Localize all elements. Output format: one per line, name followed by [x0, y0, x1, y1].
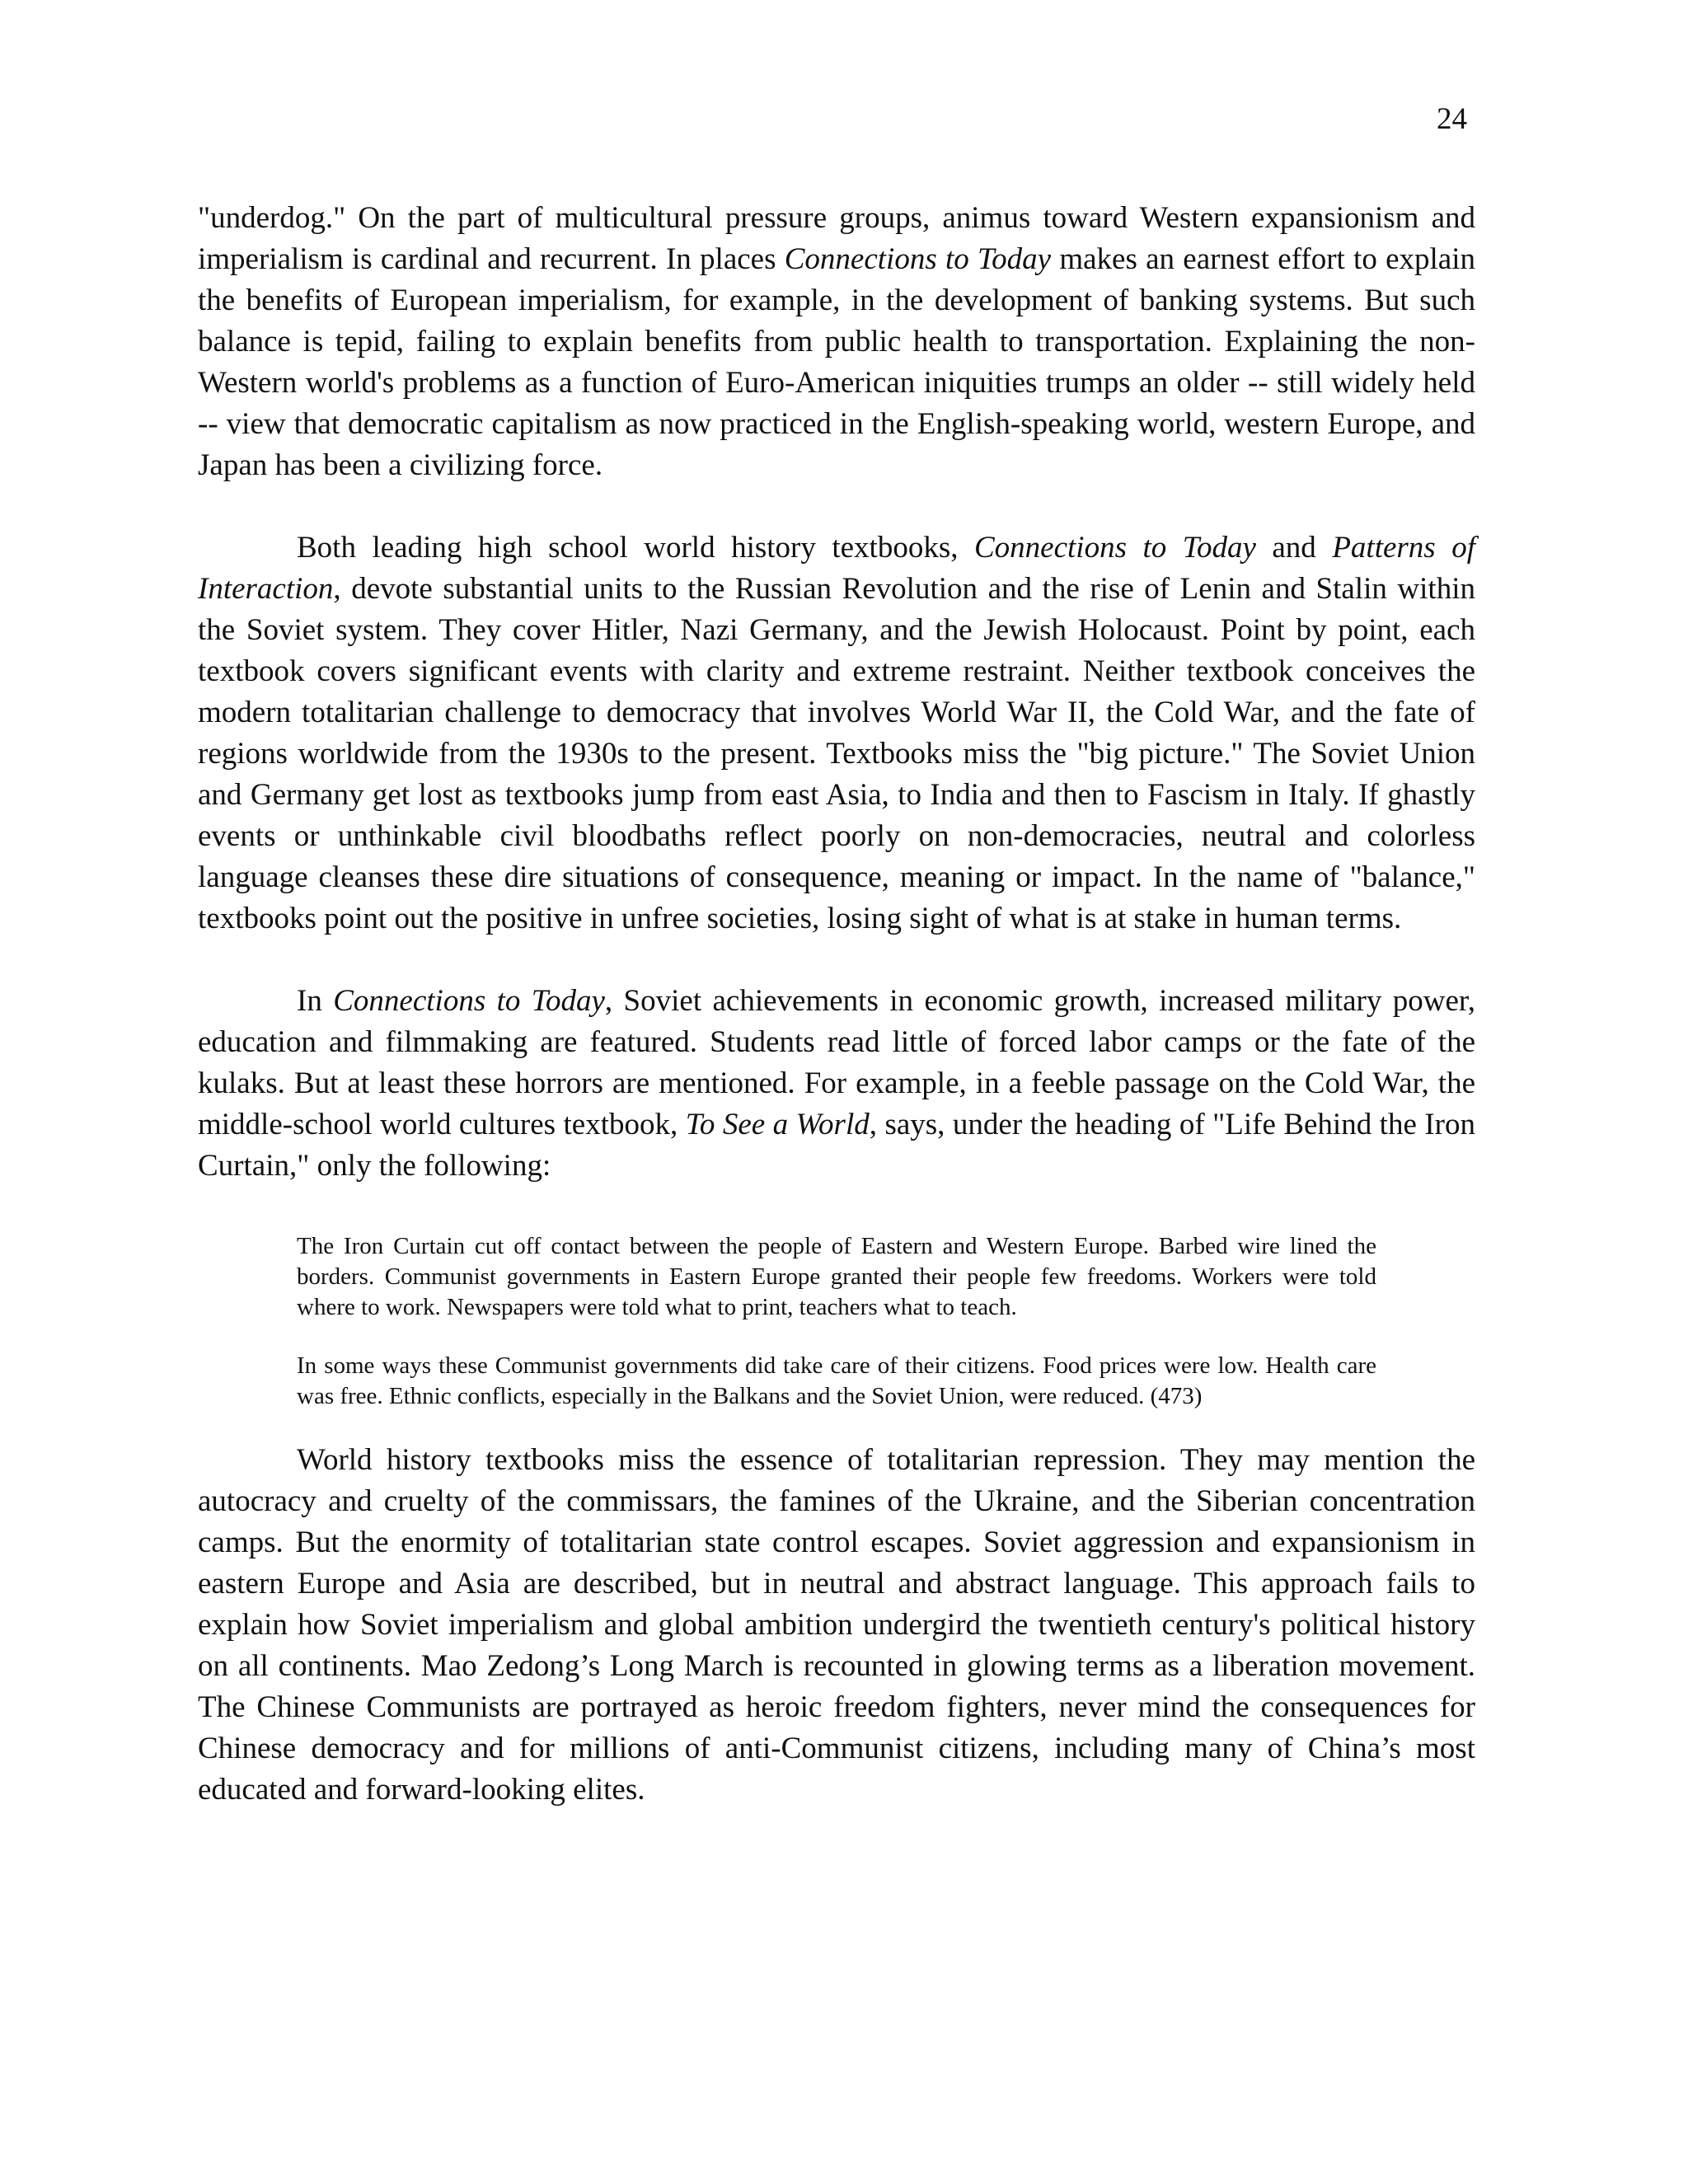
- paragraph-2: [198, 527, 1475, 940]
- block-quote: [297, 1231, 1376, 1412]
- body-text: [198, 198, 1475, 1811]
- paragraph-2-text-b: and: [1255, 531, 1333, 565]
- paragraph-3: [198, 981, 1475, 1187]
- paragraph-4: [198, 1440, 1475, 1811]
- paragraph-3-text-a: In: [297, 984, 334, 1018]
- paragraph-1-text-a: "underdog." On the part of multicultural pressure groups, animus toward Western expansionism and imperialism is cardinal and recurrent. In places: [198, 201, 1475, 276]
- page-number: 24: [1437, 102, 1467, 136]
- paragraph-4-text-a: World history textbooks miss the essence of totalitarian repression. They may mention the autocracy and cruelty of the commissars, the famines of the Ukraine, and the Siberian concentration camps. But the enormity of totalitarian state control escapes. Soviet aggression and expansionism in eastern Europe and Asia are described, but in neutral and abstract language. This approach fails to explain how Soviet imperialism and global ambition undergird the twentieth century's political history on all continents. Mao Zedong’s Long March is recounted in glowing terms as a liberation movement. The Chinese Communists are portrayed as heroic freedom fighters, never mind the consequences for Chinese democracy and for millions of anti-Communist citizens, including many of China’s most educated and forward-looking elites.: [198, 1443, 1475, 1807]
- book-title-patterns-of-interaction: Patterns of Interaction: [198, 531, 1475, 606]
- block-quote-paragraph-2: In some ways these Communist governments did take care of their citizens. Food prices were low. Health care was free. Ethnic conflicts, especially in the Balkans and the Soviet Union, were reduced. (473): [297, 1352, 1376, 1409]
- book-title-connections-to-today: Connections to Today: [784, 242, 1052, 276]
- book-title-to-see-a-world: To See a World: [685, 1108, 870, 1141]
- paragraph-3-text-c: , says, under the heading of "Life Behind the Iron Curtain," only the following:: [198, 1108, 1475, 1183]
- book-title-connections-to-today: Connections to Today: [333, 984, 605, 1018]
- paragraph-1: [198, 198, 1475, 486]
- book-title-connections-to-today: Connections to Today: [974, 531, 1256, 565]
- paragraph-3-text-b: , Soviet achievements in economic growth, increased military power, education and filmmaking are featured. Students read little of forced labor camps or the fate of the kulaks. But at least these horrors are mentioned. For example, in a feeble passage on the Cold War, the middle-school world cultures textbook,: [198, 984, 1476, 1141]
- block-quote-paragraph-1: The Iron Curtain cut off contact between the people of Eastern and Western Europe. Barbed wire lined the borders. Communist governments in Eastern Europe granted their people few freedoms. Workers were told where to work. Newspapers were told what to print, teachers what to teach.: [297, 1233, 1376, 1320]
- paragraph-1-text-b: makes an earnest effort to explain the benefits of European imperialism, for example, in the development of banking systems. But such balance is tepid, failing to explain benefits from public health to transportation. Explaining the non-Western world's problems as a function of Euro-American iniquities trumps an older -- still widely held -- view that democratic capitalism as now practiced in the English-speaking world, western Europe, and Japan has been a civilizing force.: [198, 242, 1475, 482]
- paragraph-2-text-a: Both leading high school world history textbooks,: [297, 531, 974, 565]
- paragraph-2-text-c: , devote substantial units to the Russian Revolution and the rise of Lenin and Stalin within the Soviet system. They cover Hitler, Nazi Germany, and the Jewish Holocaust. Point by point, each textbook covers significant events with clarity and extreme restraint. Neither textbook conceives the modern totalitarian challenge to democracy that involves World War II, the Cold War, and the fate of regions worldwide from the 1930s to the present. Textbooks miss the "big picture." The Soviet Union and Germany get lost as textbooks jump from east Asia, to India and then to Fascism in Italy. If ghastly events or unthinkable civil bloodbaths reflect poorly on non-democracies, neutral and colorless language cleanses these dire situations of consequence, meaning or impact. In the name of "balance," textbooks point out the positive in unfree societies, losing sight of what is at stake in human terms.: [198, 572, 1475, 935]
